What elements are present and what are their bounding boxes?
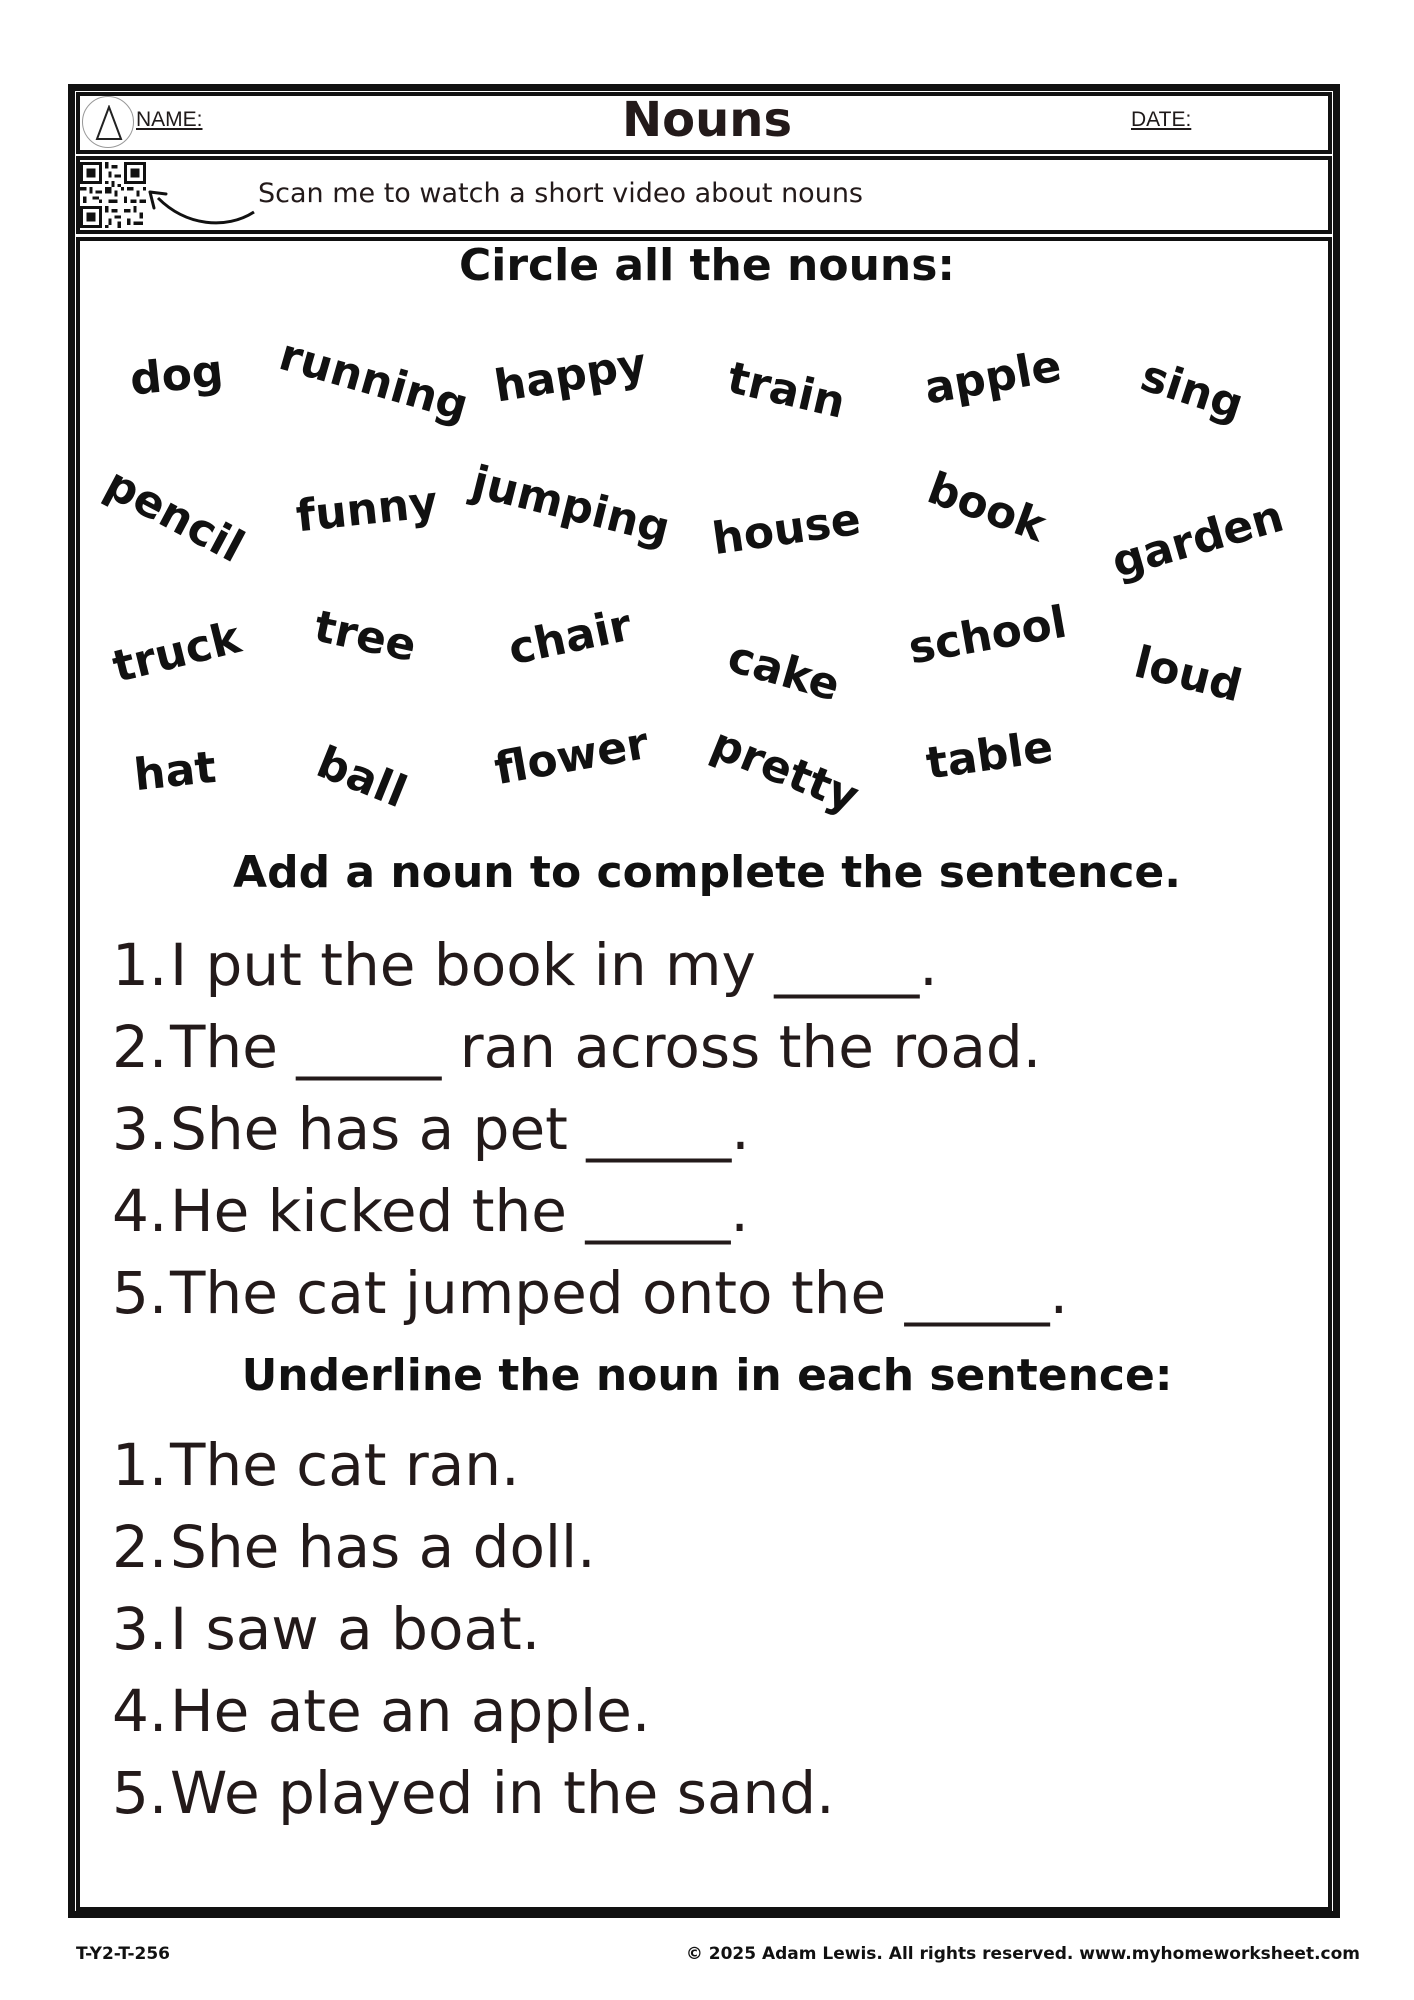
list-item (112, 1670, 835, 1752)
item-number: 2. (112, 1513, 168, 1581)
underline-list (112, 1424, 835, 1834)
list-item (112, 1170, 1068, 1252)
item-text: I saw a boat. (170, 1595, 541, 1663)
qr-caption: Scan me to watch a short video about nouns (258, 178, 863, 209)
item-number: 4. (112, 1677, 168, 1745)
word-item[interactable]: apple (920, 340, 1065, 415)
item-text: The cat jumped onto the _____. (170, 1259, 1069, 1327)
item-number: 1. (112, 1431, 168, 1499)
word-item[interactable]: chair (504, 599, 636, 676)
section-heading-circle: Circle all the nouns: (458, 240, 956, 291)
list-item (112, 1588, 835, 1670)
word-item[interactable]: jumping (466, 456, 675, 555)
word-item[interactable]: truck (107, 612, 246, 693)
item-number: 2. (112, 1013, 168, 1081)
item-number: 5. (112, 1259, 168, 1327)
section-heading-underline: Underline the noun in each sentence: (241, 1350, 1173, 1401)
item-number: 3. (112, 1595, 168, 1663)
item-number: 1. (112, 931, 168, 999)
worksheet-code: T-Y2-T-256 (76, 1944, 170, 1964)
qr-code-icon[interactable] (80, 162, 146, 228)
word-item[interactable]: happy (490, 338, 650, 413)
list-item (112, 1506, 835, 1588)
word-item[interactable]: pencil (96, 458, 253, 573)
word-item[interactable]: hat (131, 741, 219, 802)
item-text: We played in the sand. (170, 1759, 835, 1827)
word-item[interactable]: cake (722, 631, 846, 712)
word-item[interactable]: book (920, 462, 1053, 553)
list-item (112, 1752, 835, 1834)
date-label: DATE: (1131, 108, 1192, 131)
word-item[interactable]: running (273, 329, 474, 432)
item-text: She has a pet _____. (170, 1095, 750, 1163)
word-item[interactable]: tree (309, 600, 421, 673)
section-heading-add: Add a noun to complete the sentence. (233, 847, 1181, 898)
arrow-icon (146, 188, 258, 230)
word-item[interactable]: loud (1129, 636, 1247, 713)
word-item[interactable]: garden (1106, 490, 1290, 589)
word-item[interactable]: table (923, 721, 1057, 790)
list-item (112, 1424, 835, 1506)
word-item[interactable]: house (709, 493, 864, 566)
word-item[interactable]: ball (309, 736, 414, 819)
word-item[interactable]: funny (293, 476, 441, 543)
item-number: 3. (112, 1095, 168, 1163)
word-item[interactable]: flower (490, 717, 653, 796)
word-item[interactable]: school (904, 596, 1071, 675)
word-item[interactable]: sing (1134, 350, 1250, 431)
item-number: 5. (112, 1759, 168, 1827)
fill-in-list (112, 924, 1068, 1334)
item-text: She has a doll. (170, 1513, 596, 1581)
list-item (112, 1252, 1068, 1334)
page-title: Nouns (621, 92, 793, 148)
item-number: 4. (112, 1177, 168, 1245)
item-text: He ate an apple. (170, 1677, 651, 1745)
list-item (112, 1088, 1068, 1170)
item-text: I put the book in my _____. (170, 931, 938, 999)
item-text: He kicked the _____. (170, 1177, 749, 1245)
list-item (112, 1006, 1068, 1088)
item-text: The cat ran. (170, 1431, 520, 1499)
name-label: NAME: (136, 108, 203, 131)
copyright-notice: © 2025 Adam Lewis. All rights reserved. www.myhomeworksheet.com (685, 1944, 1360, 1964)
item-text: The _____ ran across the road. (170, 1013, 1042, 1081)
word-item[interactable]: train (722, 352, 851, 429)
list-item (112, 924, 1068, 1006)
word-item[interactable]: dog (127, 345, 226, 406)
word-item[interactable]: pretty (704, 718, 866, 823)
